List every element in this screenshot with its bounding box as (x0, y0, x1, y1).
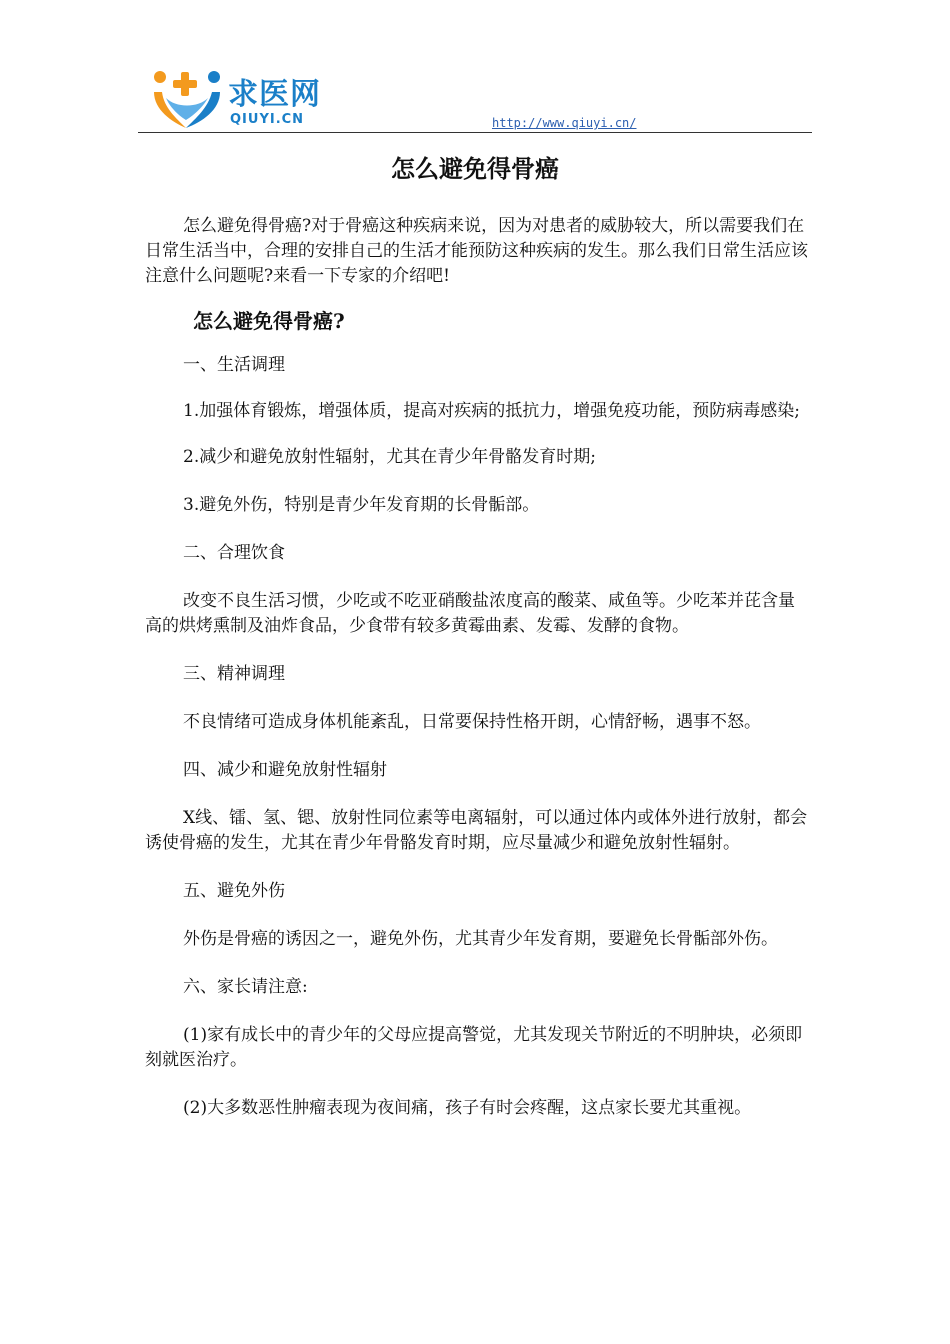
article-body (145, 214, 810, 1121)
article-title: 怎么避免得骨癌 (391, 154, 559, 183)
intro-paragraph: 怎么避免得骨癌?对于骨癌这种疾病来说，因为对患者的威胁较大，所以需要我们在日常生活当中，合理的安排自己的生活才能预防这种疾病的发生。那么我们日常生活应该注意什么问题呢?来看一下专家的介绍吧! (145, 216, 808, 286)
paragraph: (2)大多数恶性肿瘤表现为夜间痛，孩子有时会疼醒，这点家长要尤其重视。 (183, 1098, 752, 1118)
paragraph: 改变不良生活习惯，少吃或不吃亚硝酸盐浓度高的酸菜、咸鱼等。少吃苯并芘含量高的烘烤熏制及油炸食品，少食带有较多黄霉曲素、发霉、发酵的食物。 (145, 591, 795, 636)
section-heading: 一、生活调理 (183, 355, 285, 375)
logo-text-en: QIUYI.CN (230, 112, 305, 127)
header-divider (138, 132, 812, 133)
section-heading: 四、减少和避免放射性辐射 (183, 760, 387, 780)
paragraph: 1.加强体育锻炼，增强体质，提高对疾病的抵抗力，增强免疫功能，预防病毒感染; (183, 401, 800, 421)
logo-text-cn: 求医网 (228, 77, 321, 112)
section-heading: 五、避免外伤 (183, 881, 285, 901)
logo-mark-icon (150, 68, 226, 130)
paragraph: (1)家有成长中的青少年的父母应提高警觉，尤其发现关节附近的不明肿块，必须即刻就医治疗。 (145, 1025, 803, 1070)
paragraph: 外伤是骨癌的诱因之一，避免外伤，尤其青少年发育期，要避免长骨骺部外伤。 (183, 929, 778, 949)
site-url-link[interactable]: http://www.qiuyi.cn/ (492, 116, 637, 130)
site-logo[interactable] (150, 68, 350, 130)
paragraph: 不良情绪可造成身体机能紊乱，日常要保持性格开朗，心情舒畅，遇事不怒。 (183, 712, 761, 732)
section-heading: 三、精神调理 (183, 664, 285, 684)
section-heading: 二、合理饮食 (183, 543, 285, 563)
paragraph: 2.减少和避免放射性辐射，尤其在青少年骨骼发育时期; (183, 447, 596, 467)
section-subheading: 怎么避免得骨癌? (193, 309, 345, 333)
page-header (138, 62, 812, 134)
paragraph: 3.避免外伤，特别是青少年发育期的长骨骺部。 (183, 495, 540, 515)
paragraph: X线、镭、氢、锶、放射性同位素等电离辐射，可以通过体内或体外进行放射，都会诱使骨癌的发生，尤其在青少年骨骼发育时期，应尽量减少和避免放射性辐射。 (145, 808, 808, 853)
section-heading: 六、家长请注意: (183, 977, 308, 997)
